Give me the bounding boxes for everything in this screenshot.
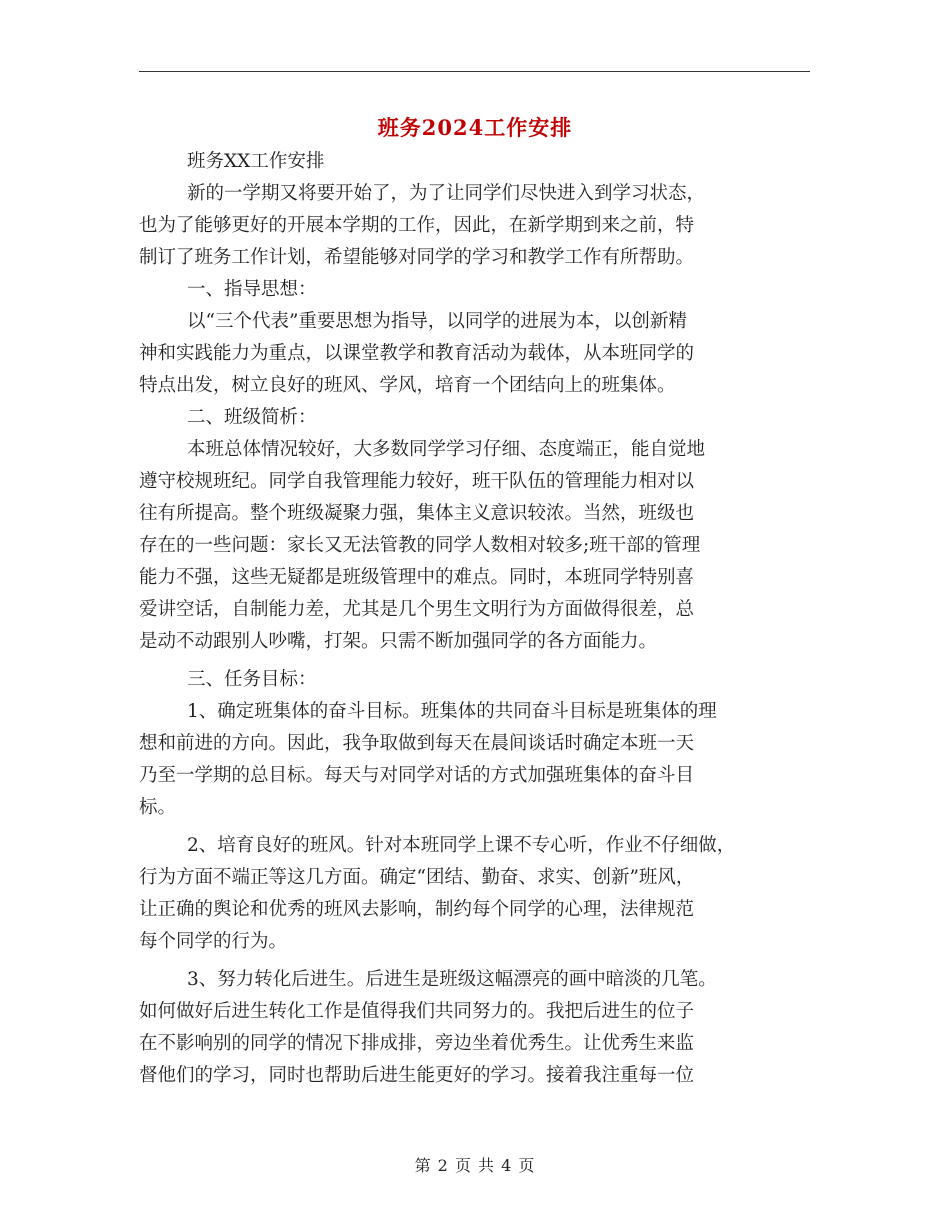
text-line: 行为方面不端正等这几方面。确定“团结、勤奋、求实、创新”班风， (139, 867, 695, 888)
goal-1-paragraph (139, 696, 819, 824)
text-line: 让正确的舆论和优秀的班风去影响，制约每个同学的心理，法律规范 (139, 899, 695, 920)
intro-paragraph (139, 178, 819, 274)
text-line: 本班总体情况较好，大多数同学学习仔细、态度端正，能自觉地 (187, 439, 706, 460)
text-line: 爱讲空话，自制能力差，尤其是几个男生文明行为方面做得很差，总 (139, 599, 695, 620)
section-heading-3 (139, 664, 819, 696)
text-line: 往有所提高。整个班级凝聚力强，集体主义意识较浓。当然，班级也 (139, 503, 695, 524)
text-line: 一、指导思想： (187, 279, 317, 300)
header-rule (139, 71, 810, 72)
text-line: 3、努力转化后进生。后进生是班级这幅漂亮的画中暗淡的几笔。 (187, 969, 717, 990)
text-line: 二、班级简析： (187, 407, 317, 428)
text-line: 特点出发，树立良好的班风、学风，培育一个团结向上的班集体。 (139, 375, 676, 396)
text-line: 每个同学的行为。 (139, 931, 288, 952)
goal-3-paragraph (139, 964, 819, 1092)
text-line: 神和实践能力为重点，以课堂教学和教育活动为载体，从本班同学的 (139, 343, 695, 364)
guiding-thought-paragraph (139, 306, 819, 402)
text-line: 以“三个代表”重要思想为指导，以同学的进展为本，以创新精 (187, 311, 687, 332)
text-line: 新的一学期又将要开始了，为了让同学们尽快进入到学习状态， (187, 183, 706, 204)
class-analysis-paragraph (139, 434, 819, 658)
document-body (139, 146, 819, 1092)
text-line: 存在的一些问题：家长又无法管教的同学人数相对较多;班干部的管理 (139, 535, 701, 556)
text-line: 三、任务目标： (187, 669, 317, 690)
text-line: 在不影响别的同学的情况下排成排，旁边坐着优秀生。让优秀生来监 (139, 1033, 695, 1054)
text-line: 如何做好后进生转化工作是值得我们共同努力的。我把后进生的位子 (139, 1001, 695, 1022)
document-title: 班务2024工作安排 (377, 115, 573, 140)
text-line: 制订了班务工作计划，希望能够对同学的学习和教学工作有所帮助。 (139, 247, 695, 268)
text-line: 班务XX工作安排 (187, 151, 325, 172)
text-line: 乃至一学期的总目标。每天与对同学对话的方式加强班集体的奋斗目 (139, 765, 695, 786)
subtitle-paragraph (139, 146, 819, 178)
text-line: 也为了能够更好的开展本学期的工作，因此，在新学期到来之前，特 (139, 215, 695, 236)
text-line: 是动不动跟别人吵嘴，打架。只需不断加强同学的各方面能力。 (139, 631, 658, 652)
text-line: 2、培育良好的班风。针对本班同学上课不专心听，作业不仔细做， (187, 835, 736, 856)
text-line: 想和前进的方向。因此，我争取做到每天在晨间谈话时确定本班一天 (139, 733, 695, 754)
text-line: 遵守校规班纪。同学自我管理能力较好，班干队伍的管理能力相对以 (139, 471, 695, 492)
text-line: 能力不强，这些无疑都是班级管理中的难点。同时，本班同学特别喜 (139, 567, 695, 588)
text-line: 标。 (139, 797, 177, 818)
section-heading-2 (139, 402, 819, 434)
text-line: 督他们的学习，同时也帮助后进生能更好的学习。接着我注重每一位 (139, 1065, 695, 1086)
goal-2-paragraph (139, 830, 819, 958)
page-number: 第 2 页 共 4 页 (414, 1156, 536, 1175)
section-heading-1 (139, 274, 819, 306)
text-line: 1、确定班集体的奋斗目标。班集体的共同奋斗目标是班集体的理 (187, 701, 717, 722)
